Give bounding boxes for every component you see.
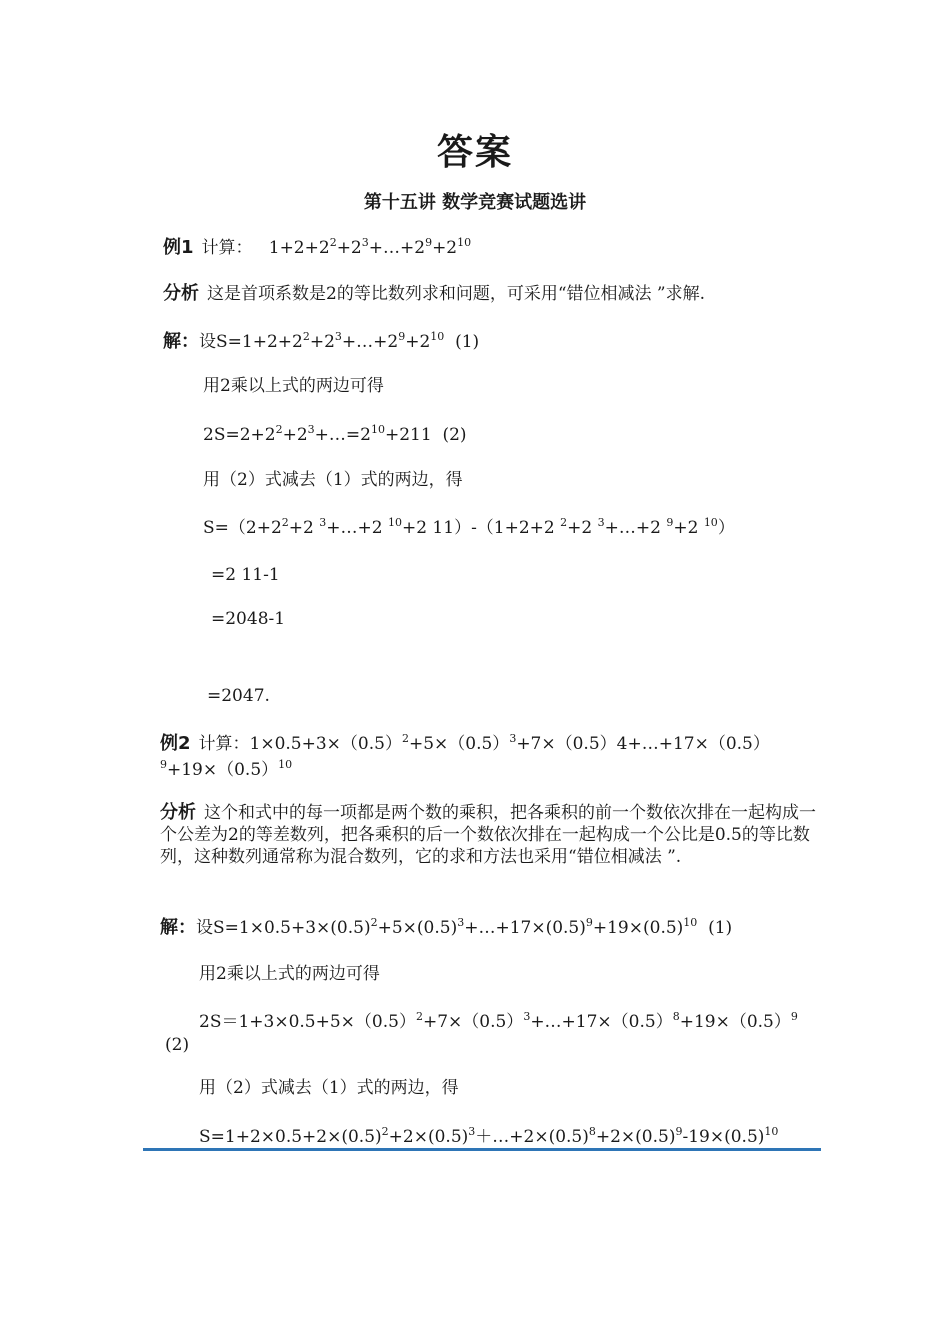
ex2-solution-line-2: 用2乘以上式的两边可得 [199,964,380,984]
ex1-solution-line-4: 用（2）式减去（1）式的两边，得 [203,470,463,490]
ex1-analysis-label: 分析 [163,283,199,304]
ex2-label: 例2 [160,733,191,754]
lecture-subtitle: 第十五讲 数学竞赛试题选讲 [363,192,587,213]
ex2-analysis-text: 这个和式中的每一项都是两个数的乘积，把各乘积的前一个数依次排在一起构成一个公差为2的等差数列，把各乘积的后一个数依次排在一起构成一个公比是0.5的等比数列，这种数列通常称为混合数列，它的求和方法也采用“错位相减法 ”. [160,803,816,867]
ex1-analysis [163,282,705,306]
section-divider [143,1148,821,1151]
ex2-solution-line-5: $S=1+2\times 0.5+2\times(0.5)^2+2\times(0.5)^3+\dots+2\times(0.5)^8+2\times(0.5)^9-19\times(0.5)^{10}$ [199,1125,779,1147]
ex1-problem [163,236,471,260]
ex2-solution-label: 解： [160,917,196,938]
ex1-solution-line-1: 解：设$S=1+2+2^2+2^3+\dots+2^9+2^{10}$ (1) [163,330,480,352]
ex2-analysis-label: 分析 [160,802,196,823]
ex1-label: 例1 [163,237,194,258]
ex1-solution-label: 解： [163,331,199,352]
ex1-solution-line-6: =2 11-1 [211,565,280,585]
ex2-problem-line-1: 例2 计算：$1\times 0.5+3\times(0.5)^2+5\times(0.5)^3+7\times(0.5)4+\dots+17\times(0.5)$ [160,732,770,754]
ex1-prompt: 计算： [201,238,253,258]
ex2-analysis [160,802,825,868]
ex1-solution-line-2: 用2乘以上式的两边可得 [203,376,384,396]
ex2-solution-line-1: 解：设$S=1\times 0.5+3\times(0.5)^2+5\times(0.5)^3+\dots+17\times(0.5)^9+19\times(0.5)^{10}$ (1) [160,916,733,938]
ex1-solution-line-8: =2047. [207,686,270,706]
page-title: 答案 [436,132,513,173]
ex1-solution-line-7: =2048-1 [211,609,286,629]
ex1-solution-line-5: $S=(2+2^2+2$ $^3$+…+2 $^{10}$+2 11）-（1+2+2 $^2$+2 $^3$+…+2 $^9$+2 $^{10}$） [203,516,735,538]
ex2-solution-line-4: 用（2）式减去（1）式的两边，得 [199,1078,459,1098]
ex2-solution-line-3: $2S=1+3\times 0.5+5\times(0.5)^2+7\times(0.5)^3+\dots+17\times(0.5)^8+19\times(0.5)^9$ [199,1010,798,1032]
ex1-solution-line-3: $2S=2+2^2+2^3+\dots=2^{10}+211$ (2) [203,423,467,445]
ex1-analysis-text: 这是首项系数是2的等比数列求和问题，可采用“错位相减法 ”求解. [207,284,706,304]
ex1-expr: $1+2+2^2+2^3+\dots+2^9+2^{10}$ [268,236,472,258]
ex2-problem-line-2: $^9+19\times(0.5)^{10}$ [160,758,293,780]
ex2-solution-line-3-tag: (2) [165,1035,190,1055]
ex2-prompt: 计算： [198,734,250,754]
